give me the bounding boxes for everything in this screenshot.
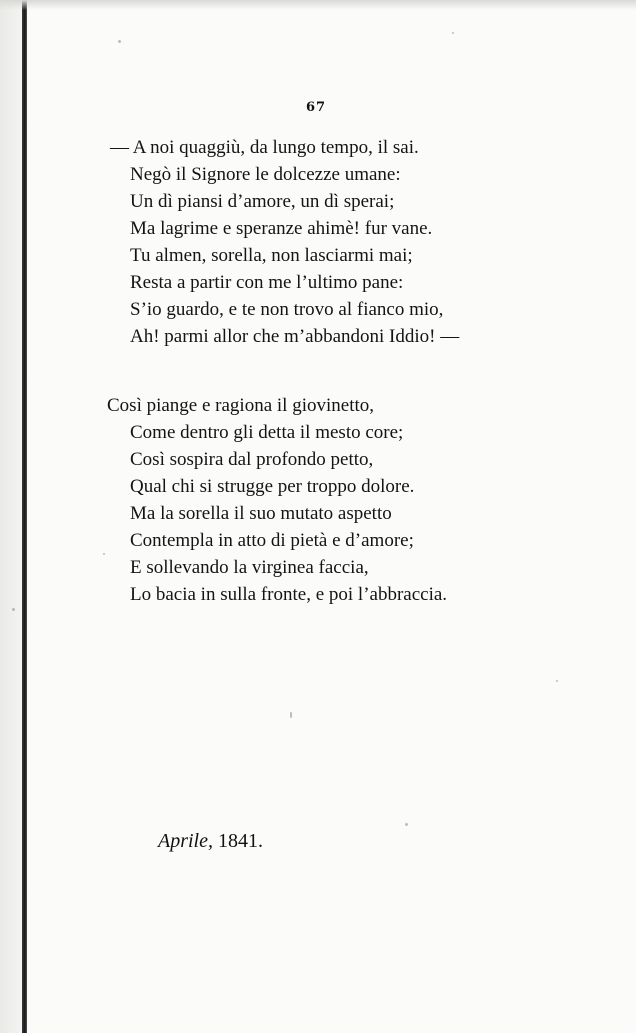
verse-line: Ma la sorella il suo mutato aspetto [130, 503, 392, 524]
paper-speck [290, 712, 292, 718]
verse-line: — A noi quaggiù, da lungo tempo, il sai. [110, 137, 419, 158]
date-month: Aprile, [158, 830, 213, 852]
page-top-edge [0, 0, 636, 10]
verse-line: S’io guardo, e te non trovo al fianco mio, [130, 299, 444, 320]
date-line [158, 830, 263, 853]
verse-line: Resta a partir con me l’ultimo pane: [130, 272, 404, 293]
paper-speck [118, 40, 121, 43]
verse-line: Negò il Signore le dolcezze umane: [130, 164, 401, 185]
verse-line: Contempla in atto di pietà e d’amore; [130, 530, 414, 551]
verse-line: Così sospira dal profondo petto, [130, 449, 374, 470]
verse-line: Qual chi si strugge per troppo dolore. [130, 476, 415, 497]
page-binding-edge [22, 0, 27, 1033]
paper-speck [556, 680, 558, 682]
verse-line: Ma lagrime e speranze ahimè! fur vane. [130, 218, 433, 239]
paper-speck [452, 32, 454, 34]
verse-line: Ah! parmi allor che m’abbandoni Iddio! — [130, 326, 460, 347]
paper-speck [12, 608, 15, 611]
verse-line: Tu almen, sorella, non lasciarmi mai; [130, 245, 413, 266]
paper-speck [405, 823, 408, 826]
verse-line: E sollevando la virginea faccia, [130, 557, 369, 578]
paper-speck [103, 553, 105, 555]
date-year: 1841. [218, 830, 263, 852]
verse-line: Lo bacia in sulla fronte, e poi l’abbraccia. [130, 584, 448, 605]
binding-shadow [0, 0, 22, 1033]
verse-line: Un dì piansi d’amore, un dì sperai; [130, 191, 395, 212]
page-number: 67 [306, 100, 327, 115]
verse-line: Come dentro gli detta il mesto core; [130, 422, 404, 443]
verse-line: Così piange e ragiona il giovinetto, [107, 395, 375, 416]
